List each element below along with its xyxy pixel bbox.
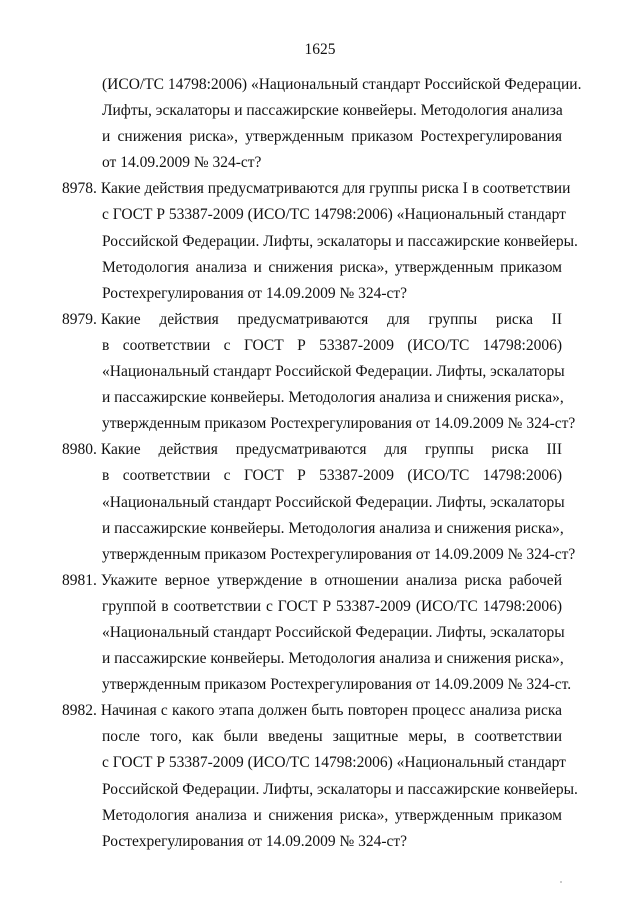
question-line: утвержденным приказом Ростехрегулирования от 14.09.2009 № 324-ст? bbox=[102, 415, 576, 433]
question-line: Ростехрегулирования от 14.09.2009 № 324-ст? bbox=[102, 284, 408, 302]
question-line: и пассажирские конвейеры. Методология анализа и снижения риска», bbox=[102, 650, 564, 668]
question-line: после того, как были введены защитные меры, в соответствии bbox=[102, 728, 562, 746]
question-line: утвержденным приказом Ростехрегулирования от 14.09.2009 № 324-ст. bbox=[102, 676, 572, 694]
question-number: 8980. bbox=[62, 441, 97, 459]
continuation-line: и снижения риска», утвержденным приказом Ростехрегулирования bbox=[102, 128, 562, 146]
question-item bbox=[62, 437, 576, 567]
question-line: с ГОСТ Р 53387-2009 (ИСО/ТС 14798:2006) «Национальный стандарт bbox=[102, 206, 566, 224]
question-first-line bbox=[62, 437, 562, 463]
question-line: Какие действия предусматриваются для группы риска III bbox=[100, 441, 562, 459]
question-line: с ГОСТ Р 53387-2009 (ИСО/ТС 14798:2006) «Национальный стандарт bbox=[102, 754, 566, 772]
question-line: Методология анализа и снижения риска», утвержденным приказом bbox=[102, 258, 562, 276]
question-number: 8982. bbox=[62, 702, 97, 720]
question-line: Какие действия предусматриваются для группы риска I в соответствии bbox=[100, 180, 571, 198]
question-line: группой в соответствии с ГОСТ Р 53387-2009 (ИСО/ТС 14798:2006) bbox=[102, 597, 562, 615]
question-first-line bbox=[62, 307, 562, 333]
question-item bbox=[62, 176, 578, 306]
question-line: Ростехрегулирования от 14.09.2009 № 324-ст? bbox=[102, 832, 408, 850]
continuation-line: Лифты, эскалаторы и пассажирские конвейеры. Методология анализа bbox=[102, 102, 563, 120]
question-line: Методология анализа и снижения риска», утвержденным приказом bbox=[102, 806, 562, 824]
question-line: Российской Федерации. Лифты, эскалаторы и пассажирские конвейеры. bbox=[102, 232, 578, 250]
question-item bbox=[62, 568, 572, 698]
question-first-line bbox=[62, 568, 562, 594]
question-line: «Национальный стандарт Российской Федерации. Лифты, эскалаторы bbox=[102, 493, 565, 511]
question-line: «Национальный стандарт Российской Федерации. Лифты, эскалаторы bbox=[102, 363, 565, 381]
question-list bbox=[62, 176, 578, 854]
question-first-line bbox=[62, 698, 562, 724]
question-first-line bbox=[62, 176, 571, 202]
page-number: 1625 bbox=[304, 41, 336, 58]
scan-speck bbox=[560, 881, 562, 883]
question-line: Укажите верное утверждение в отношении анализа риска рабочей bbox=[100, 571, 562, 589]
question-item bbox=[62, 307, 576, 437]
question-item bbox=[62, 698, 578, 855]
continuation-line: (ИСО/ТС 14798:2006) «Национальный стандарт Российской Федерации. bbox=[102, 76, 582, 93]
question-line: и пассажирские конвейеры. Методология анализа и снижения риска», bbox=[102, 519, 564, 537]
question-line: Какие действия предусматриваются для группы риска II bbox=[100, 310, 562, 328]
question-line: Начиная с какого этапа должен быть повторен процесс анализа риска bbox=[100, 702, 562, 720]
question-line: и пассажирские конвейеры. Методология анализа и снижения риска», bbox=[102, 389, 564, 407]
continuation-paragraph bbox=[82, 72, 582, 176]
question-line: «Национальный стандарт Российской Федерации. Лифты, эскалаторы bbox=[102, 623, 565, 641]
question-number: 8979. bbox=[62, 310, 97, 328]
document-body bbox=[62, 72, 582, 855]
continuation-line: от 14.09.2009 № 324-ст? bbox=[102, 154, 262, 172]
question-line: утвержденным приказом Ростехрегулирования от 14.09.2009 № 324-ст? bbox=[102, 545, 576, 563]
question-line: Российской Федерации. Лифты, эскалаторы и пассажирские конвейеры. bbox=[102, 780, 578, 798]
question-line: в соответствии с ГОСТ Р 53387-2009 (ИСО/ТС 14798:2006) bbox=[102, 467, 562, 485]
question-number: 8978. bbox=[62, 180, 97, 198]
question-line: в соответствии с ГОСТ Р 53387-2009 (ИСО/ТС 14798:2006) bbox=[102, 336, 562, 354]
question-number: 8981. bbox=[62, 571, 97, 589]
